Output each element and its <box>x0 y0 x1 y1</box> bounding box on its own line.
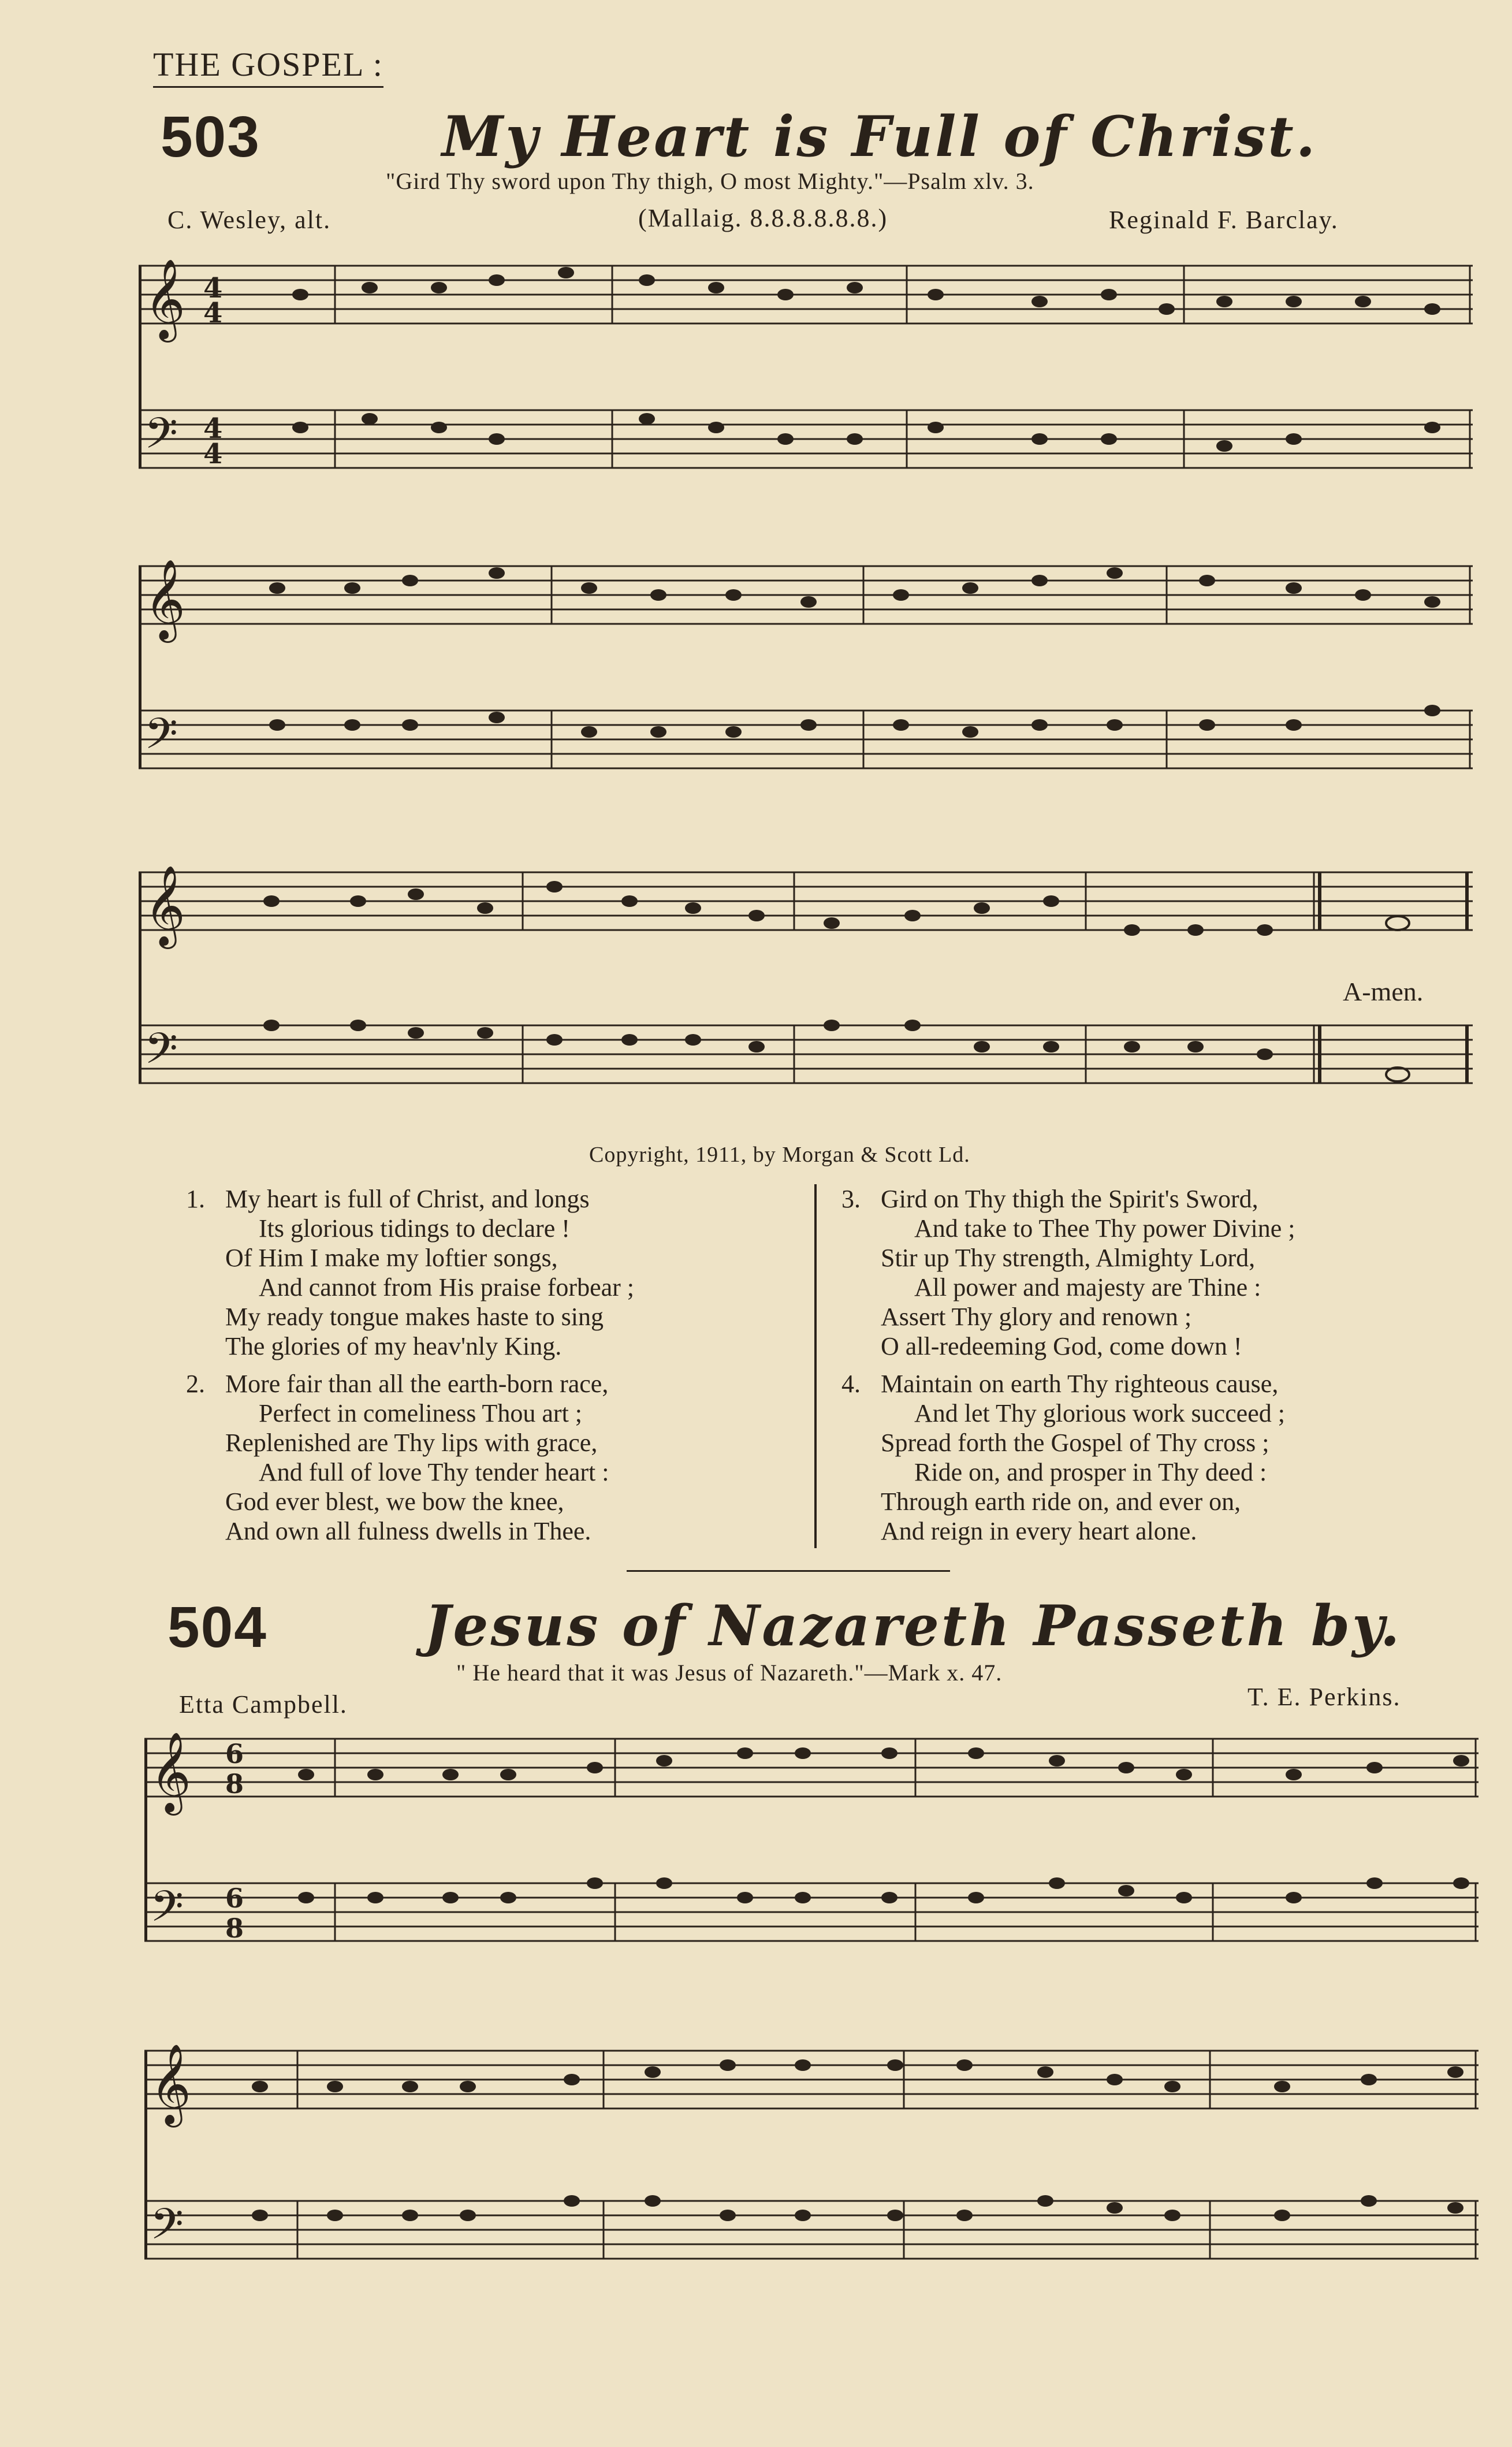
svg-text:𝄢: 𝄢 <box>144 1024 178 1084</box>
hymn-composer: T. E. Perkins. <box>1247 1683 1401 1711</box>
verse-line: Maintain on earth Thy righteous cause, <box>881 1370 1279 1398</box>
verse-line: The glories of my heav'nly King. <box>225 1332 562 1360</box>
music-system-5 <box>144 2028 1484 2316</box>
verse-line: Perfect in comeliness Thou art ; <box>259 1399 583 1427</box>
music-system-3 <box>139 832 1479 1132</box>
hymn-epigraph: " He heard that it was Jesus of Nazareth."—Mark x. 47. <box>456 1660 1003 1686</box>
verse-line: And reign in every heart alone. <box>881 1517 1197 1545</box>
hymn-author: Etta Campbell. <box>179 1690 348 1719</box>
svg-text:4: 4 <box>203 297 223 329</box>
verse-line: Of Him I make my loftier songs, <box>225 1244 558 1272</box>
verse-line: Ride on, and prosper in Thy deed : <box>914 1458 1267 1486</box>
hymn-title: My Heart is Full of Christ. <box>442 104 1318 169</box>
svg-text:8: 8 <box>225 1913 244 1944</box>
hymn-epigraph: "Gird Thy sword upon Thy thigh, O most Mighty."—Psalm xlv. 3. <box>386 168 1034 194</box>
verse-number: 4. <box>841 1370 861 1398</box>
svg-text:6: 6 <box>225 1883 244 1914</box>
svg-text:𝄞: 𝄞 <box>144 259 185 339</box>
verse-line: And own all fulness dwells in Thee. <box>225 1517 591 1545</box>
copyright-notice: Copyright, 1911, by Morgan & Scott Ld. <box>589 1143 970 1167</box>
svg-text:𝄢: 𝄢 <box>144 408 178 469</box>
svg-text:𝄞: 𝄞 <box>144 865 185 946</box>
verse-line: Through earth ride on, and ever on, <box>881 1487 1241 1516</box>
amen-label: A-men. <box>1343 977 1424 1006</box>
svg-text:6: 6 <box>225 1738 244 1769</box>
svg-text:4: 4 <box>203 272 223 304</box>
section-divider <box>627 1570 950 1572</box>
music-system-4 <box>144 1727 1484 2005</box>
verse-line: God ever blest, we bow the knee, <box>225 1487 564 1516</box>
verse-2 <box>186 1369 609 1546</box>
svg-text:𝄞: 𝄞 <box>144 559 185 639</box>
verse-line: Gird on Thy thigh the Spirit's Sword, <box>881 1185 1258 1213</box>
verse-number: 2. <box>186 1370 205 1398</box>
verse-line: And full of love Thy tender heart : <box>259 1458 609 1486</box>
svg-text:8: 8 <box>225 1768 244 1799</box>
verse-line: Spread forth the Gospel of Thy cross ; <box>881 1429 1269 1457</box>
verse-line: Stir up Thy strength, Almighty Lord, <box>881 1244 1256 1272</box>
verse-line: My ready tongue makes haste to sing <box>225 1303 604 1331</box>
verse-3 <box>841 1184 1295 1361</box>
hymn-number: 504 <box>167 1595 267 1660</box>
music-system-2 <box>139 537 1479 780</box>
svg-text:𝄢: 𝄢 <box>150 1881 184 1942</box>
verse-line: And let Thy glorious work succeed ; <box>914 1399 1285 1427</box>
hymn-tune: (Mallaig. 8.8.8.8.8.8.) <box>638 204 888 232</box>
verse-line: All power and majesty are Thine : <box>914 1273 1261 1301</box>
svg-text:𝄞: 𝄞 <box>150 1732 191 1812</box>
verse-1 <box>186 1184 635 1361</box>
verse-number: 1. <box>186 1185 205 1213</box>
svg-text:𝄞: 𝄞 <box>150 2044 191 2124</box>
verse-line: Its glorious tidings to declare ! <box>259 1214 570 1243</box>
svg-text:4: 4 <box>203 438 223 470</box>
verse-line: Replenished are Thy lips with grace, <box>225 1429 598 1457</box>
hymn-number: 503 <box>161 105 260 169</box>
svg-text:4: 4 <box>203 412 223 445</box>
verse-line: And cannot from His praise forbear ; <box>259 1273 635 1301</box>
running-head: THE GOSPEL : <box>153 45 383 88</box>
column-divider <box>814 1184 817 1548</box>
verse-line: O all-redeeming God, come down ! <box>881 1332 1242 1360</box>
verse-line: More fair than all the earth-born race, <box>225 1370 609 1398</box>
verse-line: My heart is full of Christ, and longs <box>225 1185 590 1213</box>
verse-4 <box>841 1369 1285 1546</box>
hymn-composer: Reginald F. Barclay. <box>1109 206 1339 234</box>
svg-text:𝄢: 𝄢 <box>150 2199 184 2260</box>
hymn-title: Jesus of Nazareth Passeth by. <box>424 1593 1402 1658</box>
hymn-author: C. Wesley, alt. <box>167 206 332 234</box>
music-system-1 <box>139 254 1479 497</box>
svg-text:𝄢: 𝄢 <box>144 709 178 769</box>
verse-line: And take to Thee Thy power Divine ; <box>914 1214 1295 1243</box>
verse-line: Assert Thy glory and renown ; <box>881 1303 1192 1331</box>
verse-number: 3. <box>841 1185 861 1213</box>
